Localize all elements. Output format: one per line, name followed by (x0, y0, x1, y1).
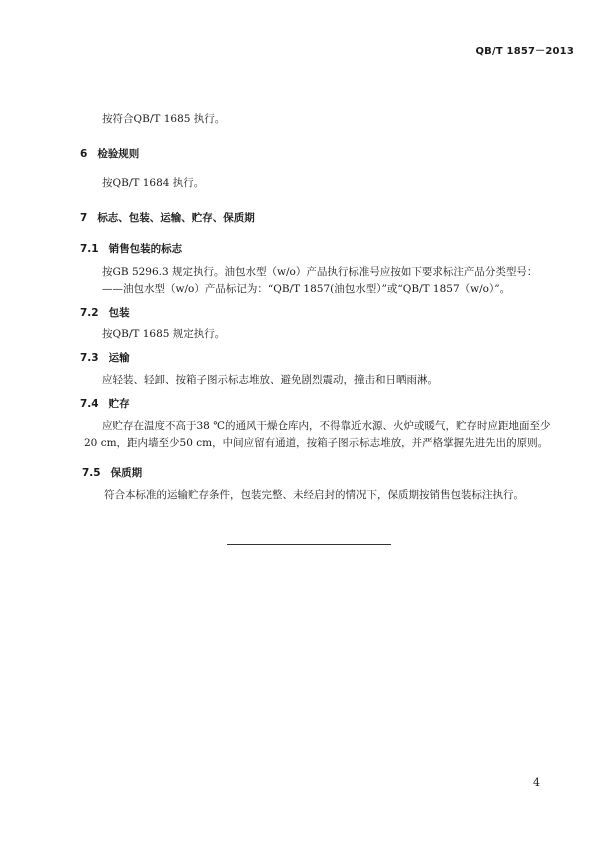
section-number: 7.5 (82, 467, 101, 479)
section-title: 销售包装的标志 (108, 243, 183, 255)
section-title: 贮存 (108, 398, 130, 410)
page-number: 4 (533, 776, 540, 789)
end-rule (227, 544, 391, 545)
section-7-1-paragraph-line1: 按GB 5296.3 规定执行。油包水型（w/o）产品执行标准号应按如下要求标注产品分类型号： (102, 266, 538, 278)
section-title: 保质期 (110, 467, 143, 479)
section-title: 检验规则 (97, 148, 140, 160)
standard-code: QB/T 1857－2013 (475, 46, 574, 57)
section-7-5-heading (82, 465, 142, 480)
section-7-3-heading (80, 350, 130, 365)
intro-paragraph: 按符合QB/T 1685 执行。 (102, 113, 226, 125)
section-7-4-heading (80, 396, 130, 411)
section-6-paragraph: 按QB/T 1684 执行。 (102, 177, 205, 189)
section-7-2-heading (80, 305, 130, 320)
section-7-3-paragraph: 应轻装、轻卸、按箱子图示标志堆放、避免剧烈震动，撞击和日晒雨淋。 (102, 374, 438, 386)
section-7-2-paragraph: 按QB/T 1685 规定执行。 (102, 328, 226, 340)
section-7-4-paragraph-line1: 应贮存在温度不高于38 ℃的通风干燥仓库内，不得靠近水源、火炉或暖气，贮存时应距地面至少 (102, 420, 551, 432)
section-number: 7 (80, 212, 88, 224)
section-number: 7.4 (80, 398, 99, 410)
section-number: 7.1 (80, 243, 99, 255)
section-number: 7.2 (80, 307, 99, 319)
section-7-1-paragraph-line2: ——油包水型（w/o）产品标记为：“QB/T 1857(油包水型）”或“QB/T 1857（w/o）”。 (102, 283, 511, 295)
section-7-1-heading (80, 241, 182, 256)
section-number: 7.3 (80, 352, 99, 364)
section-title: 标志、包装、运输、贮存、保质期 (97, 212, 255, 224)
section-7-heading (80, 210, 255, 225)
section-title: 包装 (108, 307, 130, 319)
section-7-5-paragraph: 符合本标准的运输贮存条件，包装完整、未经启封的情况下，保质期按销售包装标注执行。 (104, 489, 524, 501)
section-7-4-paragraph-line2: 20 cm，距内墙至少50 cm，中间应留有通道，按箱子图示标志堆放，并严格掌握先进先出的原则。 (84, 437, 549, 449)
section-number: 6 (80, 148, 88, 160)
section-6-heading (80, 146, 139, 161)
section-title: 运输 (108, 352, 130, 364)
